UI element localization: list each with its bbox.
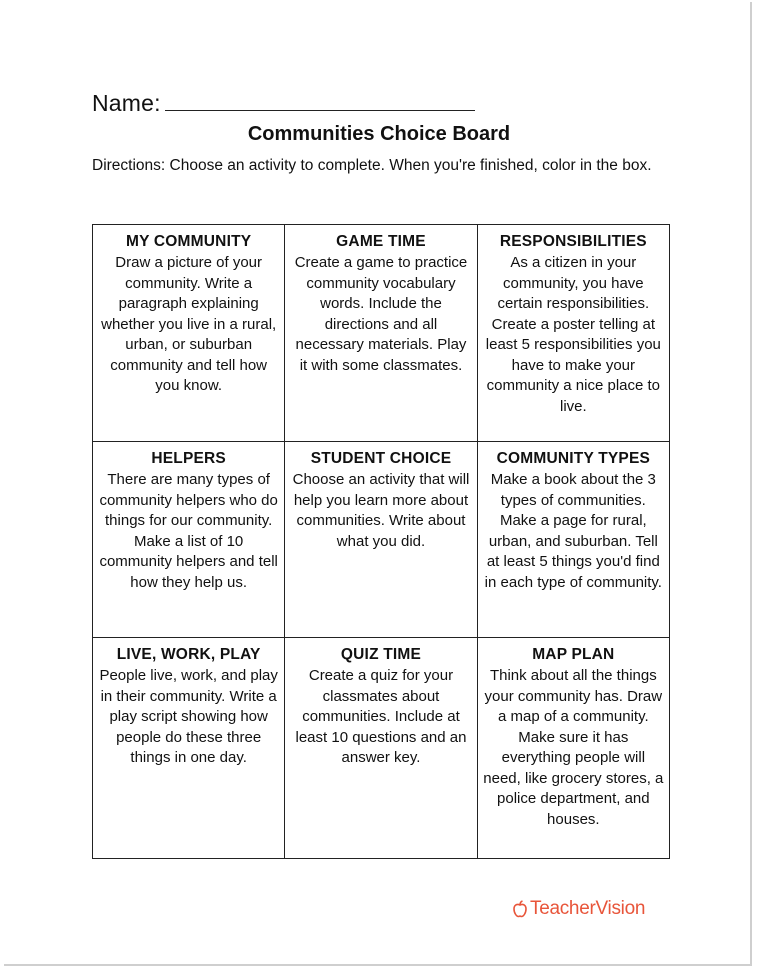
board-row: [93, 225, 670, 442]
cell-title: QUIZ TIME: [340, 646, 422, 663]
board-cell-live-work-play[interactable]: [93, 638, 285, 859]
cell-text: Draw a picture of your community. Write a paragraph explaining whether you live in a rural, urban, or suburban community and tell how you know.: [101, 254, 277, 394]
board-cell-responsibilities[interactable]: [477, 225, 669, 442]
cell-text: People live, work, and play in their community. Write a play script showing how people do these three things in one day.: [99, 667, 278, 766]
choice-board: [92, 224, 670, 859]
cell-text: Make a book about the 3 types of communities. Make a page for rural, urban, and suburban. Tell at least 5 things you'd find in each type of community.: [484, 471, 662, 591]
cell-title: HELPERS: [151, 450, 226, 467]
board-cell-quiz-time[interactable]: [285, 638, 477, 859]
cell-title: STUDENT CHOICE: [310, 450, 452, 467]
board-cell-my-community[interactable]: [93, 225, 285, 442]
directions-text: Directions: Choose an activity to complete. When you're finished, color in the box.: [92, 157, 652, 174]
cell-text: There are many types of community helpers who do things for our community. Make a list of 10 community helpers and tell how they help us.: [99, 471, 278, 591]
cell-title: LIVE, WORK, PLAY: [116, 646, 261, 663]
cell-text: Choose an activity that will help you learn more about communities. Write about what you did.: [292, 471, 470, 550]
cell-title: RESPONSIBILITIES: [499, 233, 647, 250]
cell-text: As a citizen in your community, you have certain responsibilities. Create a poster telling at least 5 responsibilities you have to make your community a nice place to live.: [485, 254, 661, 415]
name-label: Name:: [92, 90, 161, 116]
name-blank-line: [165, 90, 475, 111]
cell-title: MAP PLAN: [532, 646, 615, 663]
board-cell-community-types[interactable]: [477, 442, 669, 638]
board-row: [93, 638, 670, 859]
cell-title: GAME TIME: [336, 233, 426, 250]
board-cell-map-plan[interactable]: [477, 638, 669, 859]
board-cell-helpers[interactable]: [93, 442, 285, 638]
page-title: Communities Choice Board: [247, 123, 511, 145]
board-cell-student-choice[interactable]: [285, 442, 477, 638]
cell-text: Think about all the things your community has. Draw a map of a community. Make sure it has everything people will need, like grocery stores, a police department, and houses.: [483, 667, 664, 828]
board-cell-game-time[interactable]: [285, 225, 477, 442]
cell-title: COMMUNITY TYPES: [496, 450, 651, 467]
cell-text: Create a quiz for your classmates about communities. Include at least 10 questions and an answer key.: [295, 667, 467, 766]
name-field: [92, 90, 475, 117]
cell-text: Create a game to practice community vocabulary words. Include the directions and all necessary materials. Play it with some classmates.: [294, 254, 468, 374]
apple-icon: [512, 900, 528, 918]
board-row: [93, 442, 670, 638]
logo-text: TeacherVision: [530, 898, 646, 919]
teachervision-logo: [512, 898, 645, 920]
cell-title: MY COMMUNITY: [126, 233, 252, 250]
